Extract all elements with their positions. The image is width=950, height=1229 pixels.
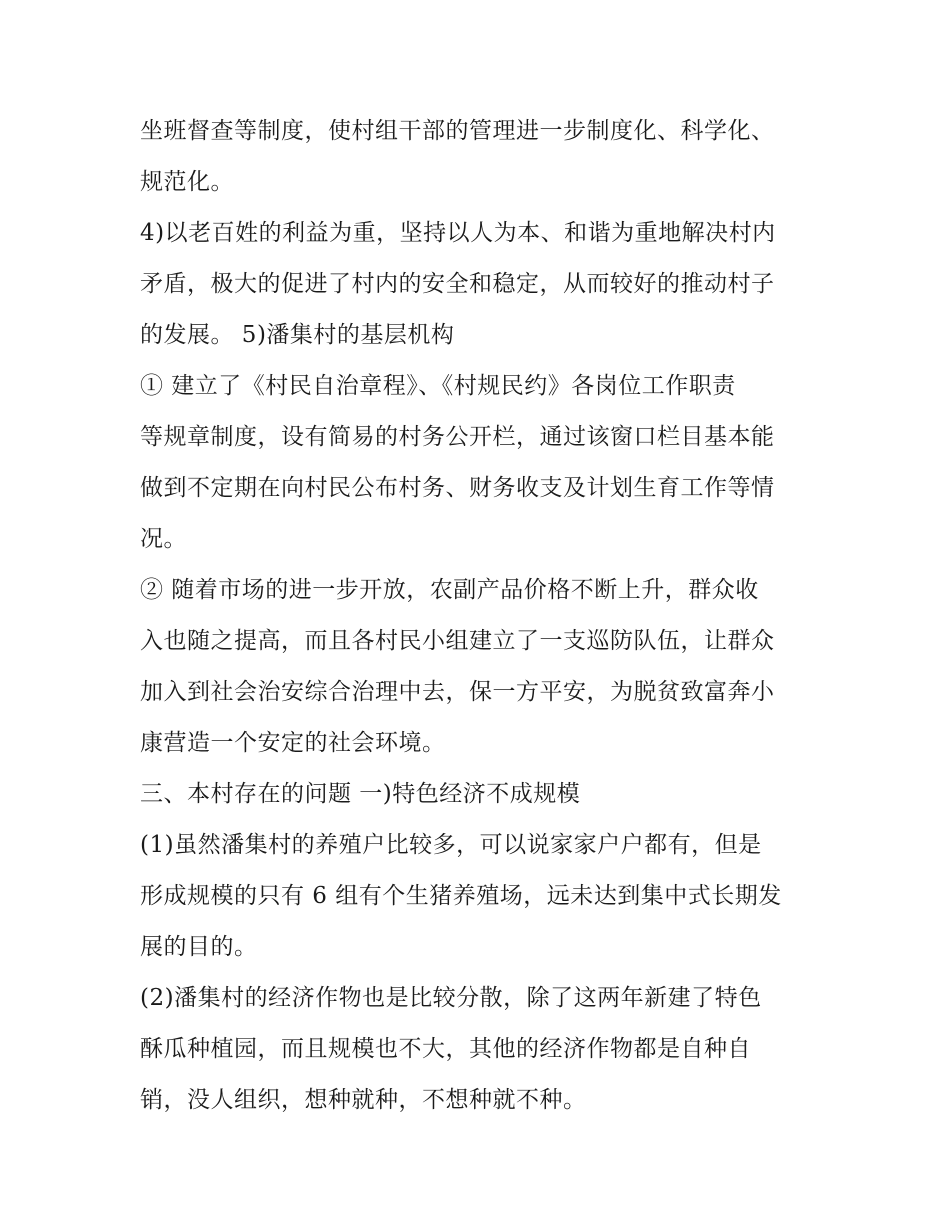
text-line: ② 随着市场的进一步开放，农副产品价格不断上升，群众收 — [140, 577, 759, 603]
text-line: 的发展。 5)潘集村的基层机构 — [140, 322, 455, 348]
section-heading: 三、本村存在的问题 一)特色经济不成规模 — [140, 781, 581, 807]
text-line: 矛盾，极大的促进了村内的安全和稳定，从而较好的推动村子 — [140, 271, 775, 297]
text-line: 况。 — [140, 526, 187, 552]
text-line: ① 建立了《村民自治章程》、《村规民约》各岗位工作职责 — [140, 373, 736, 399]
text-line: 展的目的。 — [140, 934, 258, 960]
text-line: (2)潘集村的经济作物也是比较分散，除了这两年新建了特色 — [140, 985, 762, 1011]
text-line: (1)虽然潘集村的养殖户比较多，可以说家家户户都有，但是 — [140, 832, 762, 858]
text-line: 加入到社会治安综合治理中去，保一方平安，为脱贫致富奔小 — [140, 679, 775, 705]
text-line: 酥瓜种植园，而且规模也不大，其他的经济作物都是自种自 — [140, 1036, 751, 1062]
document-body — [140, 106, 820, 1126]
text-line: 康营造一个安定的社会环境。 — [140, 730, 446, 756]
text-line: 销，没人组织，想种就种，不想种就不种。 — [140, 1087, 587, 1113]
text-line: 坐班督查等制度，使村组干部的管理进一步制度化、科学化、 — [140, 118, 775, 144]
text-line: 等规章制度，设有简易的村务公开栏，通过该窗口栏目基本能 — [140, 424, 775, 450]
text-line: 入也随之提高，而且各村民小组建立了一支巡防队伍，让群众 — [140, 628, 775, 654]
text-line: 规范化。 — [140, 169, 234, 195]
text-line: 4)以老百姓的利益为重，坚持以人为本、和谐为重地解决村内 — [140, 220, 776, 246]
text-line: 做到不定期在向村民公布村务、财务收支及计划生育工作等情 — [140, 475, 775, 501]
text-line: 形成规模的只有 6 组有个生猪养殖场，远未达到集中式长期发 — [140, 883, 782, 909]
